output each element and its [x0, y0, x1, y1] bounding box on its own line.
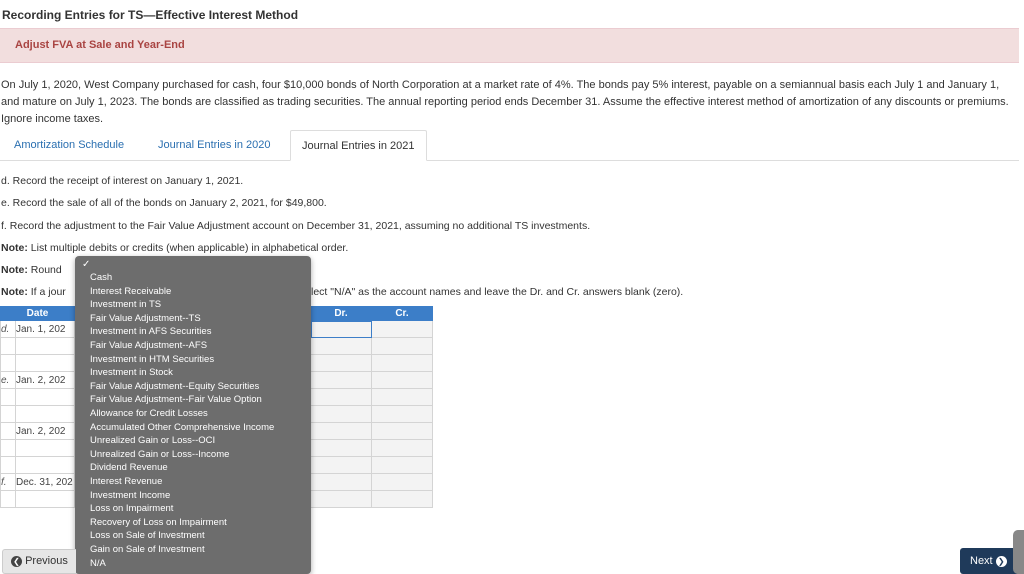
instruction-e: e. Record the sale of all of the bonds on January 2, 2021, for $49,800. [1, 197, 327, 209]
note-label: Note: [1, 264, 28, 276]
dropdown-option[interactable]: Allowance for Credit Losses [90, 408, 208, 419]
dropdown-option[interactable]: Unrealized Gain or Loss--Income [90, 448, 230, 460]
row-date[interactable] [16, 457, 75, 474]
section-banner [0, 28, 1019, 63]
dropdown-option[interactable]: Fair Value Adjustment--Fair Value Option [90, 394, 262, 406]
instruction-f: f. Record the adjustment to the Fair Value Adjustment account on December 31, 2021, assuming no additional TS investments. [1, 220, 591, 232]
next-label: Next [970, 555, 993, 567]
note-label: Note: [1, 286, 28, 298]
debit-input[interactable] [311, 372, 372, 389]
tab-amortization-schedule[interactable]: Amortization Schedule [14, 139, 125, 151]
header-cr: Cr. [372, 307, 433, 321]
row-date[interactable]: Jan. 2, 202 [16, 372, 75, 389]
dropdown-option[interactable]: Investment in Stock [90, 367, 173, 379]
debit-input[interactable] [311, 406, 372, 423]
dropdown-option[interactable]: Interest Revenue [90, 476, 163, 487]
row-label [1, 491, 16, 508]
credit-input[interactable] [372, 474, 433, 491]
dropdown-option[interactable]: N/A [90, 557, 106, 569]
chevron-right-icon: ❯ [996, 556, 1007, 567]
row-label [1, 338, 16, 355]
note-na-left [1, 286, 66, 298]
scroll-handle[interactable] [1013, 530, 1024, 574]
dropdown-option[interactable]: Dividend Revenue [90, 462, 168, 474]
dropdown-option[interactable]: Accumulated Other Comprehensive Income [90, 421, 275, 433]
dropdown-option[interactable]: Fair Value Adjustment--Equity Securities [90, 380, 260, 392]
tab-bar [0, 130, 1019, 161]
previous-button[interactable] [2, 549, 76, 574]
chevron-left-icon: ❮ [11, 556, 22, 567]
account-dropdown-menu[interactable] [75, 256, 311, 574]
banner-text: Adjust FVA at Sale and Year-End [15, 39, 185, 51]
page-title: Recording Entries for TS—Effective Interest Method [2, 8, 299, 22]
note-text: List multiple debits or credits (when applicable) in alphabetical order. [30, 242, 349, 254]
row-date[interactable] [16, 406, 75, 423]
note-text: If a jour [30, 286, 66, 298]
note-label: Note: [1, 242, 28, 254]
instruction-d: d. Record the receipt of interest on January 1, 2021. [1, 175, 244, 187]
row-label [1, 440, 16, 457]
credit-input[interactable] [372, 321, 433, 338]
next-button[interactable] [960, 548, 1020, 574]
dropdown-option[interactable]: Interest Receivable [90, 285, 172, 297]
row-date[interactable]: Jan. 1, 202 [16, 321, 75, 338]
debit-input[interactable] [311, 491, 372, 508]
row-label [1, 355, 16, 372]
row-label [1, 423, 16, 440]
row-label [1, 457, 16, 474]
row-label: f. [1, 474, 16, 491]
debit-input[interactable] [311, 474, 372, 491]
check-icon: ✓ [82, 259, 91, 270]
row-label: d. [1, 321, 16, 338]
debit-input[interactable] [311, 423, 372, 440]
dropdown-option[interactable]: Investment in AFS Securities [90, 326, 212, 338]
credit-input[interactable] [372, 457, 433, 474]
tab-journal-entries-2021[interactable]: Journal Entries in 2021 [290, 130, 427, 161]
debit-input[interactable] [311, 440, 372, 457]
credit-input[interactable] [372, 338, 433, 355]
dropdown-option[interactable]: Investment Income [90, 489, 171, 501]
dropdown-option[interactable]: Fair Value Adjustment--TS [90, 312, 201, 324]
debit-input[interactable] [311, 321, 372, 338]
row-date[interactable]: Dec. 31, 202 [16, 474, 75, 491]
note-alphabetical [1, 242, 348, 254]
credit-input[interactable] [372, 389, 433, 406]
row-label: e. [1, 372, 16, 389]
debit-input[interactable] [311, 338, 372, 355]
credit-input[interactable] [372, 406, 433, 423]
credit-input[interactable] [372, 355, 433, 372]
credit-input[interactable] [372, 440, 433, 457]
row-date[interactable] [16, 440, 75, 457]
row-date[interactable] [16, 338, 75, 355]
note-round [1, 264, 62, 276]
row-date[interactable] [16, 389, 75, 406]
dropdown-option[interactable]: Cash [90, 272, 113, 283]
credit-input[interactable] [372, 372, 433, 389]
debit-input[interactable] [311, 389, 372, 406]
header-dr: Dr. [311, 307, 372, 321]
dropdown-option[interactable]: Investment in HTM Securities [90, 353, 215, 365]
dropdown-option[interactable]: Unrealized Gain or Loss--OCI [90, 435, 216, 447]
header-date: Date [1, 307, 75, 321]
note-na-right: lect "N/A" as the account names and leave the Dr. and Cr. answers blank (zero). [311, 286, 684, 298]
debit-input[interactable] [311, 355, 372, 372]
row-label [1, 389, 16, 406]
credit-input[interactable] [372, 423, 433, 440]
debit-input[interactable] [311, 457, 372, 474]
row-date[interactable] [16, 355, 75, 372]
credit-input[interactable] [372, 491, 433, 508]
dropdown-option[interactable]: Investment in TS [90, 299, 162, 311]
row-date[interactable] [16, 491, 75, 508]
row-label [1, 406, 16, 423]
dropdown-option[interactable]: Loss on Impairment [90, 503, 174, 515]
dropdown-option[interactable]: Loss on Sale of Investment [90, 530, 205, 542]
problem-text: On July 1, 2020, West Company purchased for cash, four $10,000 bonds of North Corporation at a market rate of 4%. The bonds pay 5% interest, payable on a semiannual basis each July 1 and January 1, and mature on July 1, 2023. The bonds are classified as trading securities. The annual reporting period ends December 31. Assume the effective interest method of amortization of any discounts or premiums. Ignore income taxes. [1, 79, 1009, 125]
dropdown-option[interactable]: Recovery of Loss on Impairment [90, 516, 227, 528]
note-text: Round [30, 264, 62, 276]
dropdown-option[interactable]: Fair Value Adjustment--AFS [90, 340, 208, 351]
row-date[interactable]: Jan. 2, 202 [16, 423, 75, 440]
previous-label: Previous [25, 555, 68, 567]
dropdown-option[interactable]: Gain on Sale of Investment [90, 544, 205, 555]
tab-journal-entries-2020[interactable]: Journal Entries in 2020 [158, 139, 271, 151]
